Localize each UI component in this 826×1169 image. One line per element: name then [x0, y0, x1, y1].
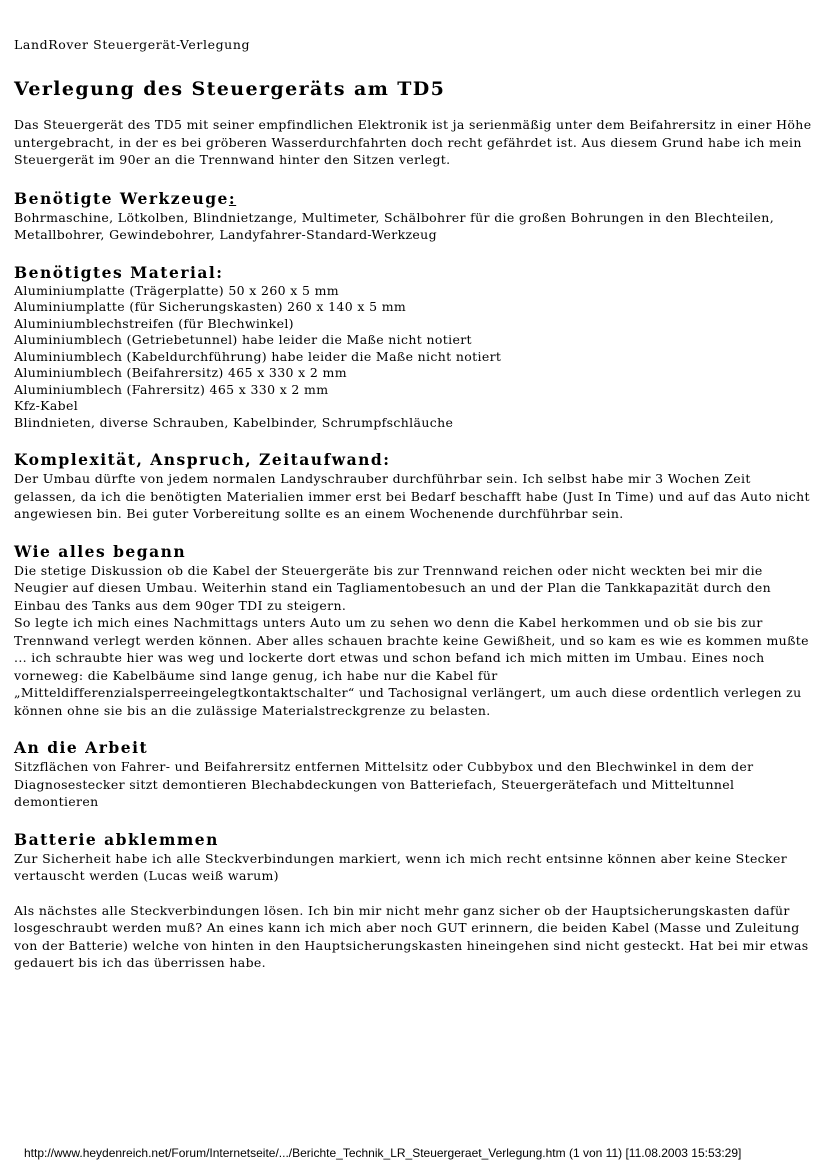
complexity-heading: Komplexität, Anspruch, Zeitaufwand: — [14, 450, 391, 469]
beginning-section — [14, 542, 814, 720]
material-heading: Benötigtes Material: — [14, 262, 224, 282]
material-item: Aluminiumblechstreifen (für Blechwinkel) — [14, 315, 294, 331]
document-body — [14, 78, 814, 991]
tools-text: Bohrmaschine, Lötkolben, Blindnietzange, Multimeter, Schälbohrer für die großen Bohrungen in den Blechteilen, Metallbohrer, Gewindebohrer, Landyfahrer-Standard-Werkzeug — [14, 209, 775, 242]
material-section — [14, 263, 814, 432]
material-item: Aluminiumplatte (Trägerplatte) 50 x 260 x 5 mm — [14, 282, 339, 298]
material-item: Aluminiumblech (Fahrersitz) 465 x 330 x 2 mm — [14, 381, 329, 397]
battery-heading: Batterie abklemmen — [14, 829, 219, 849]
running-header: LandRover Steuergerät-Verlegung — [14, 37, 251, 52]
beginning-heading: Wie alles begann — [14, 541, 187, 561]
tools-heading — [14, 189, 814, 209]
material-item: Blindnieten, diverse Schrauben, Kabelbinder, Schrumpfschläuche — [14, 414, 454, 430]
material-item: Aluminiumblech (Getriebetunnel) habe leider die Maße nicht notiert — [14, 332, 472, 347]
source-footer: http://www.heydenreich.net/Forum/Internetseite/.../Berichte_Technik_LR_Steuergeraet_Verlegung.htm (1 von 11) [11.08.2003 15:53:29] — [24, 1146, 742, 1160]
battery-paragraph-2: Als nächstes alle Steckverbindungen lösen. Ich bin mir nicht mehr ganz sicher ob der Hauptsicherungskasten dafür losgeschraubt werden muß? An eines kann ich mich aber noch GUT erinnern, die beiden Kabel (Masse und Zuleitung von der Batterie) welche von hinten in den Hauptsicherungskasten hineingehen sind nicht gesteckt. Hat bei mir etwas gedauert bis ich das überrissen habe. — [14, 902, 809, 970]
work-text: Sitzflächen von Fahrer- und Beifahrersitz entfernen Mittelsitz oder Cubbybox und den Blechwinkel in dem der Diagnosestecker sitzt demontieren Blechabdeckungen von Batteriefach, Steuergerätefach und Mitteltunnel demontieren — [14, 759, 754, 809]
battery-paragraph-1: Zur Sicherheit habe ich alle Steckverbindungen markiert, wenn ich mich recht entsinne können aber keine Stecker vertauscht werden (Lucas weiß warum) — [14, 850, 788, 883]
intro-paragraph: Das Steuergerät des TD5 mit seiner empfindlichen Elektronik ist ja serienmäßig unter dem Beifahrersitz in einer Höhe untergebracht, in der es bei gröberen Wasserdurchfahrten doch recht gefährdet ist. Aus diesem Grund habe ich mein Steuergerät im 90er an die Trennwand hinter den Sitzen verlegt. — [14, 117, 812, 167]
tools-heading-text: Benötigte Werkzeuge — [14, 188, 229, 208]
material-item: Kfz-Kabel — [14, 398, 79, 413]
page-title: Verlegung des Steuergeräts am TD5 — [14, 78, 446, 100]
material-item: Aluminiumblech (Beifahrersitz) 465 x 330 x 2 mm — [14, 365, 347, 380]
material-item: Aluminiumplatte (für Sicherungskasten) 260 x 140 x 5 mm — [14, 299, 407, 314]
complexity-section — [14, 450, 814, 523]
complexity-text: Der Umbau dürfte von jedem normalen Landyschrauber durchführbar sein. Ich selbst habe mir 3 Wochen Zeit gelassen, da ich die benötigten Materialien immer erst bei Bedarf beschafft habe (Just In Time) und auf das Auto nicht angewiesen bin. Bei guter Vorbereitung sollte es an einem Wochenende durchführbar sein. — [14, 471, 810, 521]
material-item: Aluminiumblech (Kabeldurchführung) habe leider die Maße nicht notiert — [14, 348, 502, 364]
tools-section — [14, 189, 814, 244]
tools-heading-colon: : — [228, 188, 237, 208]
beginning-paragraph-2: So legte ich mich eines Nachmittags unters Auto um zu sehen wo denn die Kabel herkommen und ob sie bis zur Trennwand verlegt werden können. Aber alles schauen brachte keine Gewißheit, und so kam es wie es kommen mußte ... ich schraubte hier was weg und lockerte dort etwas und schon befand ich mich mitten im Umbau. Eines noch vorneweg: die Kabelbäume sind lange genug, ich habe nur die Kabel für „Mitteldifferenzialsperreeingelegtkontaktschalter“ und Tachosignal verlängert, um auch diese ordentlich verlegen zu können ohne sie bis an die zulässige Materialstreckgrenze zu belasten. — [14, 615, 809, 718]
material-list — [14, 283, 814, 432]
work-heading: An die Arbeit — [14, 738, 149, 757]
work-section — [14, 738, 814, 811]
battery-section — [14, 830, 814, 972]
beginning-paragraph-1: Die stetige Diskussion ob die Kabel der Steuergeräte bis zur Trennwand reichen oder nicht weckten bei mir die Neugier auf diesen Umbau. Weiterhin stand ein Tagliamentobesuch an und der Plan die Tankkapazität durch den Einbau des Tanks aus dem 90ger TDI zu steigern. — [14, 562, 772, 613]
